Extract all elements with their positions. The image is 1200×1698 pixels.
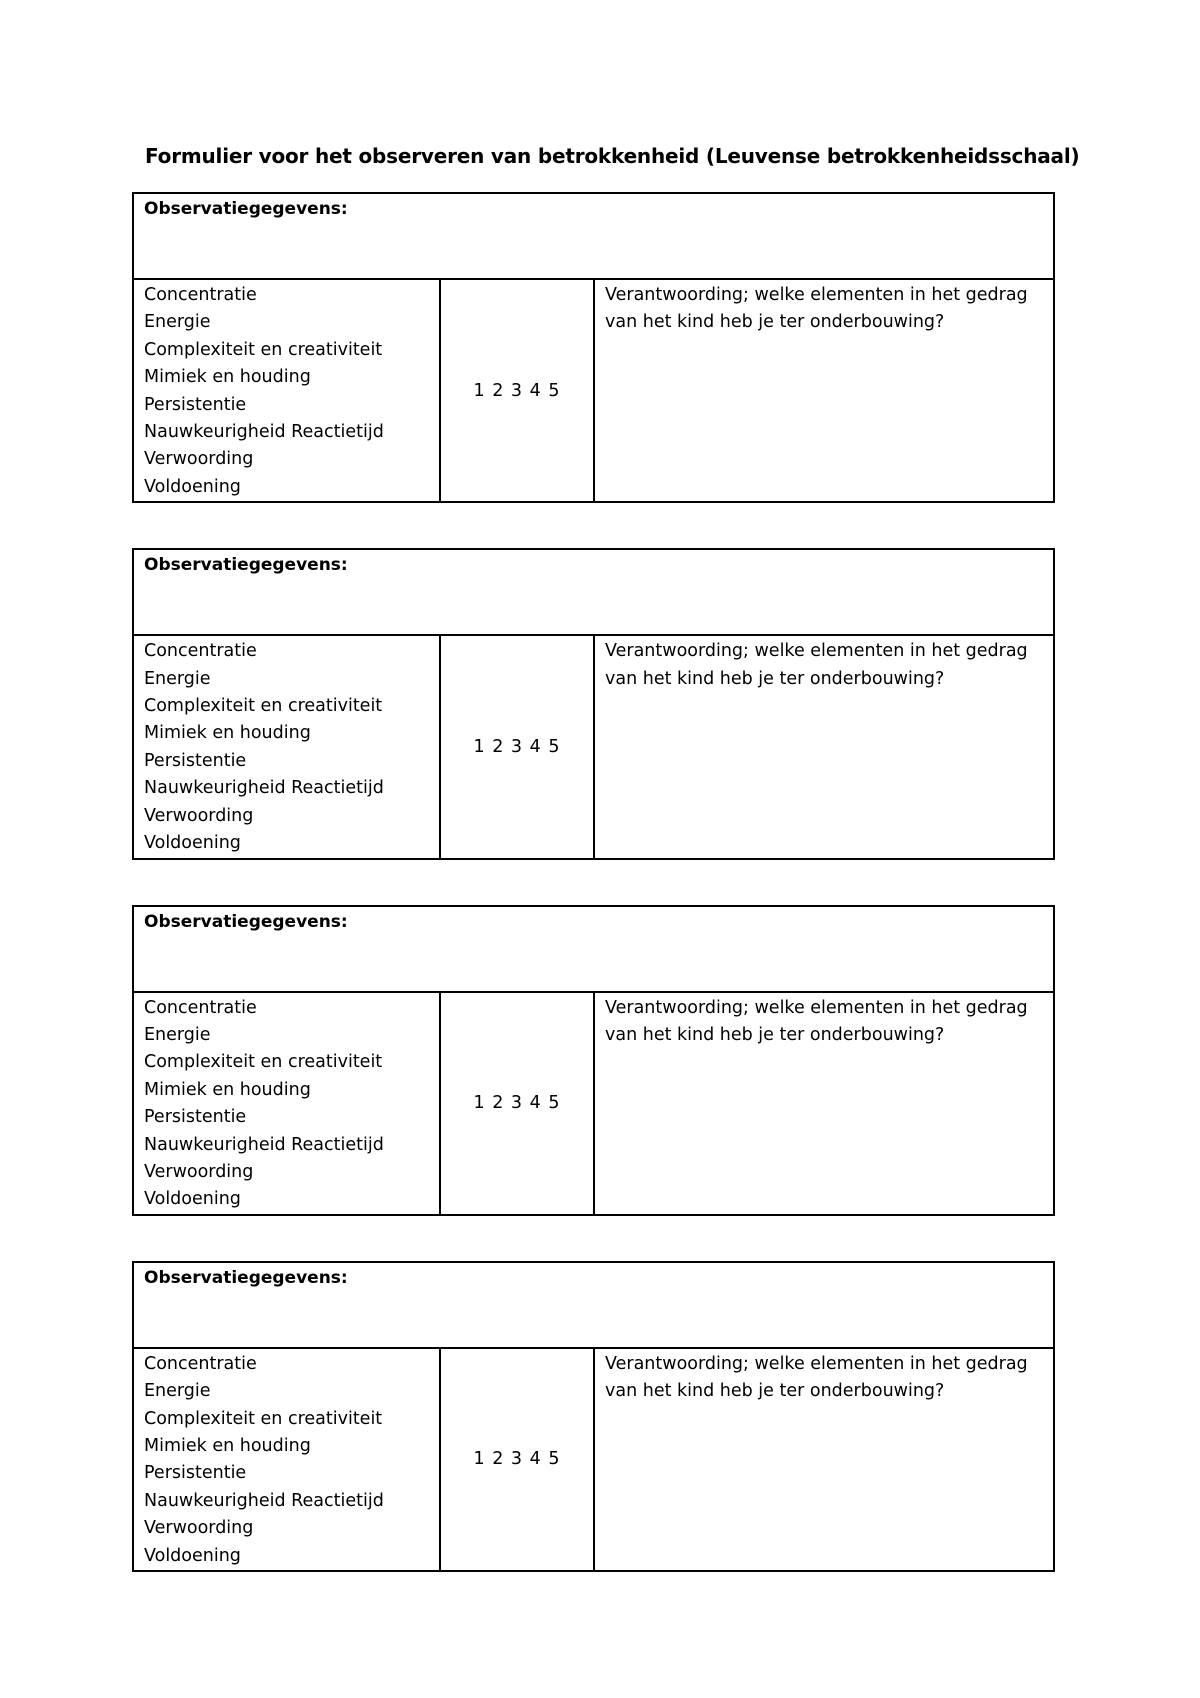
criterion-item: Verwoording <box>144 449 254 470</box>
criteria-list <box>144 1351 429 1570</box>
observation-details-label: Observatiegegevens: <box>144 555 348 576</box>
observation-table <box>132 192 1055 503</box>
observation-details-field[interactable] <box>133 549 1054 635</box>
criterion-item: Complexiteit en creativiteit <box>144 1052 383 1073</box>
rating-scale[interactable]: 1 2 3 4 5 <box>440 635 594 858</box>
justification-field[interactable] <box>594 635 1054 858</box>
observation-details-field[interactable] <box>133 906 1054 992</box>
justification-field[interactable] <box>594 992 1054 1215</box>
criterion-item: Mimiek en houding <box>144 723 311 744</box>
justification-prompt: Verantwoording; welke elementen in het gedrag van het kind heb je ter onderbouwing? <box>605 1353 1028 1402</box>
criterion-item: Voldoening <box>144 1545 241 1566</box>
justification-field[interactable] <box>594 279 1054 502</box>
criterion-item: Nauwkeurigheid Reactietijd <box>144 1490 384 1511</box>
criterion-item: Voldoening <box>144 476 241 497</box>
criterion-item: Energie <box>144 1381 211 1402</box>
criteria-cell <box>133 279 440 502</box>
criteria-cell <box>133 1348 440 1571</box>
criterion-item: Energie <box>144 1024 211 1045</box>
page-title: Formulier voor het observeren van betrokkenheid (Leuvense betrokkenheidsschaal) <box>145 144 1080 168</box>
criterion-item: Persistentie <box>144 1107 247 1128</box>
criterion-item: Verwoording <box>144 1161 254 1182</box>
criterion-item: Nauwkeurigheid Reactietijd <box>144 778 384 799</box>
observation-details-label: Observatiegegevens: <box>144 911 348 932</box>
justification-prompt: Verantwoording; welke elementen in het gedrag van het kind heb je ter onderbouwing? <box>605 997 1028 1045</box>
criterion-item: Energie <box>144 312 211 333</box>
observation-details-label: Observatiegegevens: <box>144 1267 348 1288</box>
observation-forms <box>132 192 1053 1617</box>
criterion-item: Complexiteit en creativiteit <box>144 696 383 717</box>
rating-scale[interactable]: 1 2 3 4 5 <box>440 992 594 1215</box>
justification-field[interactable] <box>594 1348 1054 1571</box>
criterion-item: Verwoording <box>144 1518 254 1539</box>
criterion-item: Voldoening <box>144 1189 241 1210</box>
criterion-item: Nauwkeurigheid Reactietijd <box>144 422 384 443</box>
justification-prompt: Verantwoording; welke elementen in het gedrag van het kind heb je ter onderbouwing? <box>605 285 1028 333</box>
observation-table <box>132 1261 1055 1572</box>
criterion-item: Nauwkeurigheid Reactietijd <box>144 1134 384 1155</box>
criterion-item: Concentratie <box>144 997 257 1018</box>
criterion-item: Complexiteit en creativiteit <box>144 339 383 360</box>
criterion-item: Verwoording <box>144 805 254 826</box>
criterion-item: Mimiek en houding <box>144 1435 311 1456</box>
criteria-list <box>144 995 429 1214</box>
criterion-item: Concentratie <box>144 1353 257 1374</box>
criteria-cell <box>133 635 440 858</box>
criteria-cell <box>133 992 440 1215</box>
observation-details-label: Observatiegegevens: <box>144 199 348 219</box>
criterion-item: Voldoening <box>144 833 241 854</box>
criterion-item: Mimiek en houding <box>144 367 311 388</box>
observation-details-field[interactable] <box>133 1262 1054 1348</box>
justification-prompt: Verantwoording; welke elementen in het gedrag van het kind heb je ter onderbouwing? <box>605 641 1028 689</box>
rating-scale[interactable]: 1 2 3 4 5 <box>440 1348 594 1571</box>
criterion-item: Concentratie <box>144 641 257 662</box>
observation-table <box>132 548 1055 859</box>
criteria-list <box>144 282 429 501</box>
rating-scale[interactable]: 1 2 3 4 5 <box>440 279 594 502</box>
criterion-item: Persistentie <box>144 750 247 771</box>
criterion-item: Persistentie <box>144 394 247 415</box>
criterion-item: Persistentie <box>144 1463 247 1484</box>
observation-details-field[interactable] <box>133 193 1054 279</box>
criterion-item: Complexiteit en creativiteit <box>144 1408 383 1429</box>
criterion-item: Concentratie <box>144 285 257 305</box>
criterion-item: Energie <box>144 668 211 689</box>
criteria-list <box>144 638 429 857</box>
criterion-item: Mimiek en houding <box>144 1079 311 1100</box>
observation-table <box>132 905 1055 1216</box>
